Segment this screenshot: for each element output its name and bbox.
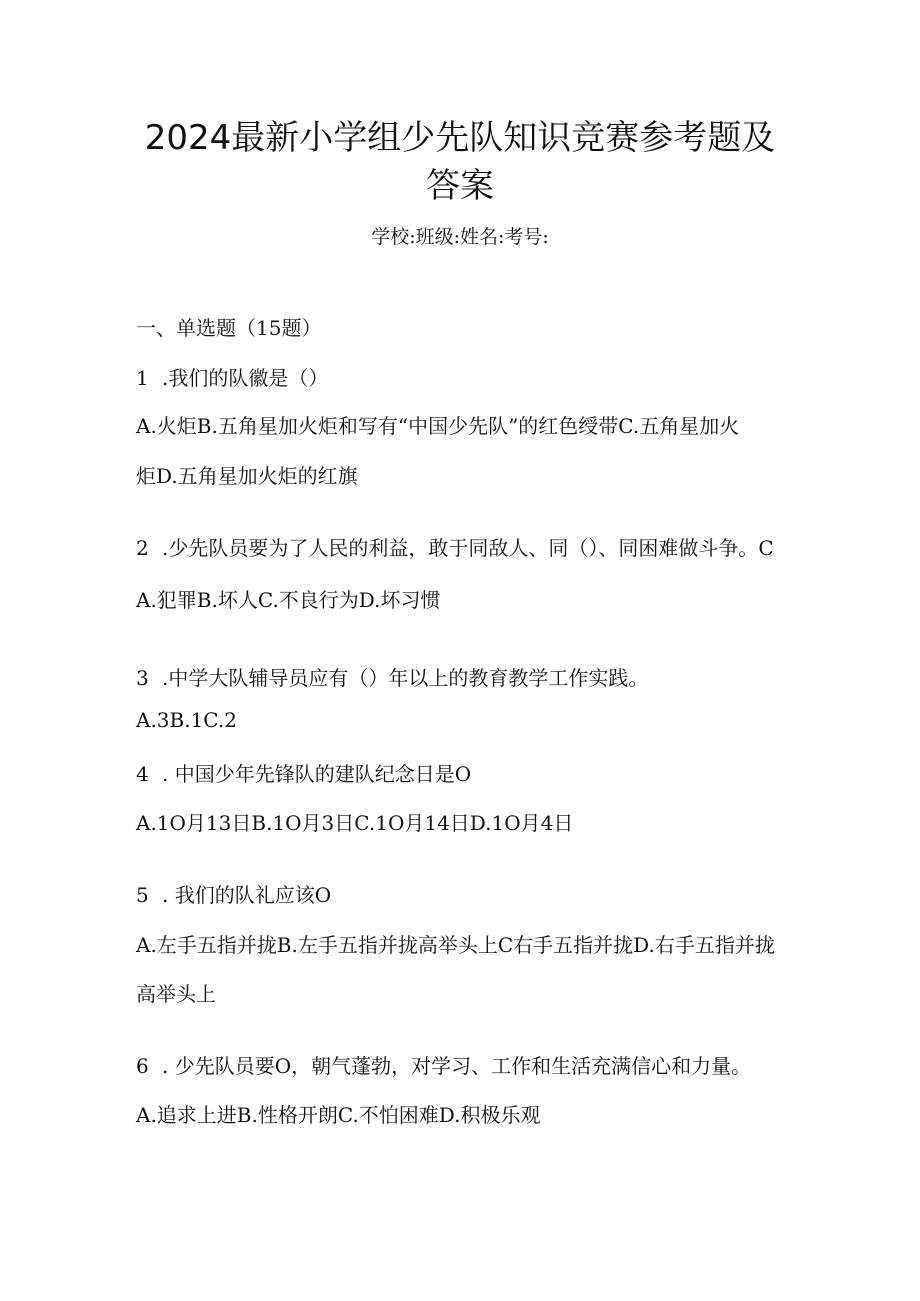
question-number: 1 [136,366,149,390]
question-text: .我们的队徽是（） [162,366,329,390]
question-number: 6 [136,1054,149,1078]
question-1-stem [136,364,328,392]
question-3-stem [136,664,648,692]
question-2-options-line-1: A.犯罪B.坏人C.不良行为D.坏习惯 [136,588,441,612]
question-4-options-line-1: A.1O月13日B.1O月3日C.1O月14日D.1O月4日 [136,811,574,835]
student-info-line: 学校:班级:姓名:考号: [371,226,549,248]
question-1-options-line-2: 炬D.五角星加火炬的红旗 [136,464,358,488]
question-text: .少先队员要为了人民的利益，敢于同敌人、同（）、同困难做斗争。C [162,536,774,560]
question-text: .中学大队辅导员应有（）年以上的教育教学工作实践。 [162,666,649,690]
question-number: 4 [136,762,149,786]
question-text: . 少先队员要O，朝气蓬勃，对学习、工作和生活充满信心和力量。 [162,1054,752,1078]
question-1-options-line-1: A.火炬B.五角星加火炬和写有“中国少先队”的红色绶带C.五角星加火 [136,414,740,438]
question-6-options-line-1: A.追求上进B.性格开朗C.不怕困难D.积极乐观 [136,1103,541,1127]
question-6-stem [136,1052,751,1080]
question-number: 3 [136,666,149,690]
question-number: 5 [136,883,149,907]
document-title-line-1: 2024最新小学组少先队知识竞赛参考题及 [144,118,776,158]
question-number: 2 [136,536,149,560]
question-text: . 中国少年先锋队的建队纪念日是O [162,762,472,786]
question-5-stem [136,881,331,909]
question-2-stem [136,534,774,562]
question-text: . 我们的队礼应该O [162,883,332,907]
document-title-line-2: 答案 [426,166,494,206]
question-3-options-line-1: A.3B.1C.2 [136,708,237,732]
question-5-options-line-1: A.左手五指并拢B.左手五指并拢高举头上C右手五指并拢D.右手五指并拢 [136,933,775,957]
question-5-options-line-2: 高举头上 [136,982,216,1006]
question-4-stem [136,760,471,788]
section-heading: 一、单选题（15题） [136,316,322,340]
